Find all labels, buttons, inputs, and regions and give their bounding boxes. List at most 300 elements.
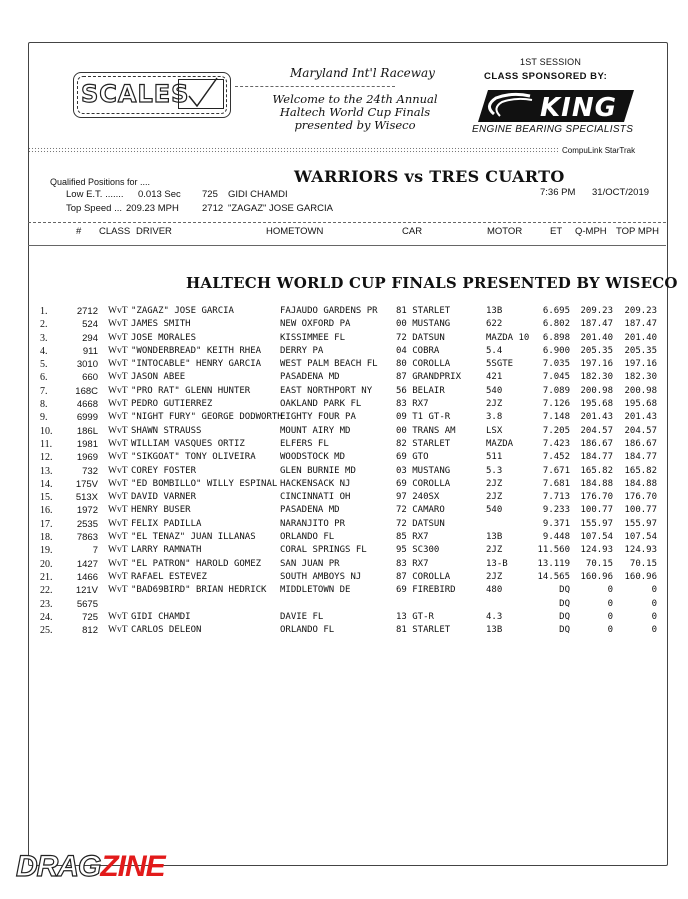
table-row xyxy=(0,599,688,612)
date: 31/OCT/2019 xyxy=(592,187,650,198)
cell-motor: 480 xyxy=(486,585,503,596)
cell-num: 1466 xyxy=(76,571,98,583)
cell-num: 812 xyxy=(82,625,98,637)
cell-num: 5675 xyxy=(76,598,98,610)
cell-num: 168C xyxy=(75,385,98,397)
cell-num: 2712 xyxy=(76,306,98,317)
cell-car: 56 BELAIR xyxy=(396,385,445,396)
cell-motor: 540 xyxy=(486,385,503,396)
col-class: CLASS xyxy=(99,226,131,237)
svg-text:KING: KING xyxy=(540,93,617,123)
cell-qmph: 160.96 xyxy=(580,571,613,582)
dragzine-watermark: DRAGZINE xyxy=(16,850,165,883)
cell-cls: WvT xyxy=(108,518,128,529)
cell-num: 7863 xyxy=(76,532,98,544)
cell-driver: PEDRO GUTIERREZ xyxy=(131,399,213,410)
table-row xyxy=(0,612,688,625)
cell-motor: 2JZ xyxy=(486,478,503,489)
col-num: # xyxy=(76,226,82,237)
cell-driver: "BAD69BIRD" BRIAN HEDRICK xyxy=(131,585,267,596)
cell-qmph: 100.77 xyxy=(580,505,613,516)
cell-driver: LARRY RAMNATH xyxy=(131,545,202,556)
cell-car: 69 FIREBIRD xyxy=(396,585,456,596)
cell-driver: JAMES SMITH xyxy=(131,319,191,330)
cell-top: 124.93 xyxy=(624,545,657,556)
top-speed-value: 209.23 MPH xyxy=(126,203,179,214)
cell-et: 7.126 xyxy=(542,399,570,410)
low-et-label: Low E.T. ....... xyxy=(66,189,124,200)
cell-driver: HENRY BUSER xyxy=(131,505,191,516)
time: 7:36 PM xyxy=(540,187,576,198)
cell-driver: "EL TENAZ" JUAN ILLANAS xyxy=(131,532,256,543)
cell-driver: COREY FOSTER xyxy=(131,465,197,476)
cell-qmph: 187.47 xyxy=(580,319,613,330)
cell-home: CINCINNATI OH xyxy=(280,492,351,503)
welcome-text: Welcome to the 24th Annual Haltech World Cup Finals presented by Wiseco xyxy=(272,92,438,132)
cell-et: 14.565 xyxy=(537,571,570,582)
cell-num: 1981 xyxy=(76,438,98,450)
cell-home: MIDDLETOWN DE xyxy=(280,585,351,596)
table-row xyxy=(0,359,688,372)
cell-car: 72 CAMARO xyxy=(396,505,445,516)
cell-home: KISSIMMEE FL xyxy=(280,332,346,343)
cell-car: 00 TRANS AM xyxy=(396,425,456,436)
table-row xyxy=(0,559,688,572)
cell-et: DQ xyxy=(559,598,570,609)
low-et-driver: GIDI CHAMDI xyxy=(228,189,288,200)
cell-qmph: 201.43 xyxy=(580,412,613,423)
top-speed-driver: "ZAGAZ" JOSE GARCIA xyxy=(228,203,333,214)
cell-et: 7.205 xyxy=(542,425,570,436)
cell-top: 201.43 xyxy=(624,412,657,423)
cell-qmph: 182.30 xyxy=(580,372,613,383)
cell-driver: RAFAEL ESTEVEZ xyxy=(131,571,207,582)
cell-num: 1969 xyxy=(76,452,98,464)
cell-driver: SHAWN STRAUSS xyxy=(131,425,202,436)
table-row xyxy=(0,452,688,465)
cell-top: 186.67 xyxy=(624,438,657,449)
cell-pos: 1. xyxy=(40,306,48,317)
cell-pos: 20. xyxy=(40,558,53,570)
cell-top: 0 xyxy=(651,585,657,596)
cell-top: 201.40 xyxy=(624,332,657,343)
cell-car: 81 STARLET xyxy=(396,306,451,316)
cell-car: 95 SC300 xyxy=(396,545,440,556)
low-et-value: 0.013 Sec xyxy=(138,189,181,200)
cell-et: 7.681 xyxy=(542,478,570,489)
cell-driver: DAVID VARNER xyxy=(131,492,197,503)
checkmark-icon xyxy=(178,79,224,109)
cell-motor: 421 xyxy=(486,372,503,383)
cell-home: EIGHTY FOUR PA xyxy=(280,412,356,423)
cell-et: DQ xyxy=(559,625,570,636)
cell-top: 200.98 xyxy=(624,385,657,396)
cell-pos: 6. xyxy=(40,372,48,384)
cell-pos: 8. xyxy=(40,399,48,411)
cell-motor: 2JZ xyxy=(486,492,503,503)
top-speed-num: 2712 xyxy=(202,203,224,214)
table-row xyxy=(0,372,688,385)
cell-home: ORLANDO FL xyxy=(280,532,335,543)
table-row xyxy=(0,479,688,492)
cell-home: EAST NORTHPORT NY xyxy=(280,385,373,396)
cell-qmph: 0 xyxy=(607,585,613,596)
cell-car: 87 COROLLA xyxy=(396,571,451,582)
cell-home: OAKLAND PARK FL xyxy=(280,399,362,410)
cell-cls: WvT xyxy=(108,425,128,436)
cell-driver: JOSE MORALES xyxy=(131,332,197,343)
results-table xyxy=(0,306,688,638)
cell-num: 4668 xyxy=(76,399,98,411)
cell-home: WEST PALM BEACH FL xyxy=(280,359,378,370)
cell-pos: 21. xyxy=(40,571,53,583)
cell-motor: 540 xyxy=(486,505,503,516)
cell-driver: "PRO RAT" GLENN HUNTER xyxy=(131,385,251,396)
cell-cls: WvT xyxy=(108,585,128,596)
cell-motor: 511 xyxy=(486,452,503,463)
cell-motor: LSX xyxy=(486,425,503,436)
cell-home: HACKENSACK NJ xyxy=(280,478,351,489)
cell-et: DQ xyxy=(559,611,570,622)
cell-car: 09 T1 GT-R xyxy=(396,412,451,423)
col-hometown: HOMETOWN xyxy=(266,226,324,237)
table-row xyxy=(0,346,688,359)
cell-num: 911 xyxy=(82,345,98,357)
sponsor-tagline: ENGINE BEARING SPECIALISTS xyxy=(472,124,634,135)
cell-top: 187.47 xyxy=(624,319,657,330)
cell-motor: 5SGTE xyxy=(486,359,514,370)
cell-pos: 7. xyxy=(40,385,48,397)
cell-qmph: 209.23 xyxy=(580,306,613,316)
cell-qmph: 200.98 xyxy=(580,385,613,396)
cell-pos: 24. xyxy=(40,611,53,623)
cell-home: PASADENA MD xyxy=(280,505,340,516)
cell-top: 0 xyxy=(651,611,657,622)
table-row xyxy=(0,572,688,585)
cell-et: 7.671 xyxy=(542,465,570,476)
cell-home: SOUTH AMBOYS NJ xyxy=(280,571,362,582)
cell-motor: 13B xyxy=(486,625,503,636)
cell-top: 107.54 xyxy=(624,532,657,543)
cell-motor: 5.3 xyxy=(486,465,503,476)
cell-et: 6.900 xyxy=(542,345,570,356)
cell-motor: MAZDA 10 xyxy=(486,332,530,343)
class-sponsored-label: CLASS SPONSORED BY: xyxy=(484,71,608,82)
qualified-label: Qualified Positions for .... xyxy=(50,177,151,187)
cell-num: 524 xyxy=(82,319,98,331)
table-row xyxy=(0,466,688,479)
event-title: HALTECH WORLD CUP FINALS PRESENTED BY WISECO xyxy=(186,274,678,292)
top-speed-label: Top Speed ... xyxy=(66,203,122,214)
table-row xyxy=(0,439,688,452)
cell-qmph: 165.82 xyxy=(580,465,613,476)
cell-cls: WvT xyxy=(108,452,128,463)
cell-top: 160.96 xyxy=(624,571,657,582)
low-et-num: 725 xyxy=(202,189,218,200)
cell-num: 725 xyxy=(82,611,98,623)
cell-top: 182.30 xyxy=(624,372,657,383)
cell-top: 0 xyxy=(651,625,657,636)
cell-driver: FELIX PADILLA xyxy=(131,518,202,529)
cell-qmph: 0 xyxy=(607,625,613,636)
cell-car: 97 240SX xyxy=(396,492,440,503)
cell-qmph: 107.54 xyxy=(580,532,613,543)
cell-qmph: 204.57 xyxy=(580,425,613,436)
cell-cls: WvT xyxy=(108,571,128,582)
king-logo xyxy=(478,88,634,124)
cell-qmph: 176.70 xyxy=(580,492,613,503)
cell-cls: WvT xyxy=(108,492,128,503)
cell-home: MOUNT AIRY MD xyxy=(280,425,351,436)
cell-top: 155.97 xyxy=(624,518,657,529)
cell-car: 87 GRANDPRIX xyxy=(396,372,462,383)
cell-pos: 23. xyxy=(40,598,53,610)
cell-num: 6999 xyxy=(76,412,98,424)
cell-cls: WvT xyxy=(108,332,128,343)
cell-home: GLEN BURNIE MD xyxy=(280,465,356,476)
cell-cls: WvT xyxy=(108,359,128,370)
table-row xyxy=(0,492,688,505)
table-row xyxy=(0,333,688,346)
table-row xyxy=(0,412,688,425)
cell-et: 13.119 xyxy=(537,558,570,569)
cell-cls: WvT xyxy=(108,306,128,316)
cell-home: SAN JUAN PR xyxy=(280,558,340,569)
cell-motor: MAZDA xyxy=(486,438,514,449)
cell-driver: "ED BOMBILLO" WILLY ESPINAL xyxy=(131,478,278,489)
cell-num: 7 xyxy=(92,545,98,557)
cell-et: 7.148 xyxy=(542,412,570,423)
cell-car: 81 STARLET xyxy=(396,625,451,636)
cell-et: 7.423 xyxy=(542,438,570,449)
cell-motor: 2JZ xyxy=(486,545,503,556)
cell-pos: 4. xyxy=(40,345,48,357)
cell-et: DQ xyxy=(559,585,570,596)
cell-car: 80 COROLLA xyxy=(396,359,451,370)
cell-cls: WvT xyxy=(108,532,128,543)
cell-et: 6.695 xyxy=(542,306,570,316)
table-row xyxy=(0,306,688,319)
cell-pos: 25. xyxy=(40,625,53,637)
cell-car: 00 MUSTANG xyxy=(396,319,451,330)
cell-car: 83 RX7 xyxy=(396,558,429,569)
cell-pos: 9. xyxy=(40,412,48,424)
cell-et: 7.452 xyxy=(542,452,570,463)
cell-num: 294 xyxy=(82,332,98,344)
cell-et: 6.898 xyxy=(542,332,570,343)
cell-cls: WvT xyxy=(108,465,128,476)
cell-num: 121V xyxy=(75,585,98,597)
cell-home: FAJAUDO GARDENS PR xyxy=(280,306,378,316)
cell-pos: 3. xyxy=(40,332,48,344)
cell-car: 72 DATSUN xyxy=(396,518,445,529)
cell-cls: WvT xyxy=(108,345,128,356)
cell-qmph: 186.67 xyxy=(580,438,613,449)
table-row xyxy=(0,319,688,332)
cell-top: 205.35 xyxy=(624,345,657,356)
cell-top: 0 xyxy=(651,598,657,609)
cell-home: DERRY PA xyxy=(280,345,324,356)
cell-motor: 13B xyxy=(486,532,503,543)
col-topmph: TOP MPH xyxy=(616,226,659,237)
cell-driver: "INTOCABLE" HENRY GARCIA xyxy=(131,359,262,370)
cell-cls: WvT xyxy=(108,625,128,636)
cell-motor: 5.4 xyxy=(486,345,503,356)
matchup-title: WARRIORS vs TRES CUARTO xyxy=(294,167,565,186)
table-row xyxy=(0,386,688,399)
cell-car: 69 GTO xyxy=(396,452,429,463)
cell-top: 165.82 xyxy=(624,465,657,476)
cell-cls: WvT xyxy=(108,399,128,410)
cell-pos: 10. xyxy=(40,425,53,437)
cell-top: 184.88 xyxy=(624,478,657,489)
cell-cls: WvT xyxy=(108,478,128,489)
cell-et: 7.035 xyxy=(542,359,570,370)
cell-home: DAVIE FL xyxy=(280,611,324,622)
cell-num: 1427 xyxy=(76,558,98,570)
cell-pos: 19. xyxy=(40,545,53,557)
cell-driver: "WONDERBREAD" KEITH RHEA xyxy=(131,345,262,356)
cell-num: 1972 xyxy=(76,505,98,517)
col-motor: MOTOR xyxy=(487,226,523,237)
cell-driver: GIDI CHAMDI xyxy=(131,611,191,622)
cell-cls: WvT xyxy=(108,545,128,556)
cell-top: 209.23 xyxy=(624,306,657,316)
table-row xyxy=(0,545,688,558)
cell-motor: 2JZ xyxy=(486,571,503,582)
table-row xyxy=(0,585,688,598)
cell-num: 513X xyxy=(75,492,98,504)
cell-car: 04 COBRA xyxy=(396,345,440,356)
cell-qmph: 184.77 xyxy=(580,452,613,463)
cell-cls: WvT xyxy=(108,385,128,396)
cell-motor: 2JZ xyxy=(486,399,503,410)
cell-et: 7.089 xyxy=(542,385,570,396)
cell-pos: 16. xyxy=(40,505,53,517)
cell-qmph: 0 xyxy=(607,598,613,609)
cell-top: 197.16 xyxy=(624,359,657,370)
cell-pos: 22. xyxy=(40,585,53,597)
cell-qmph: 201.40 xyxy=(580,332,613,343)
cell-home: ELFERS FL xyxy=(280,438,329,449)
cell-et: 7.045 xyxy=(542,372,570,383)
cell-car: 72 DATSUN xyxy=(396,332,445,343)
cell-top: 195.68 xyxy=(624,399,657,410)
cell-num: 2535 xyxy=(76,518,98,530)
cell-num: 175V xyxy=(75,478,98,490)
cell-pos: 15. xyxy=(40,492,53,504)
table-row xyxy=(0,532,688,545)
cell-cls: WvT xyxy=(108,611,128,622)
cell-driver: "EL PATRON" HAROLD GOMEZ xyxy=(131,558,262,569)
cell-car: 85 RX7 xyxy=(396,532,429,543)
cell-pos: 5. xyxy=(40,359,48,371)
session-label: 1ST SESSION xyxy=(520,57,582,67)
cell-qmph: 197.16 xyxy=(580,359,613,370)
cell-qmph: 0 xyxy=(607,611,613,622)
cell-top: 70.15 xyxy=(629,558,657,569)
cell-et: 6.802 xyxy=(542,319,570,330)
cell-home: ORLANDO FL xyxy=(280,625,335,636)
table-row xyxy=(0,399,688,412)
table-row xyxy=(0,426,688,439)
track-name: Maryland Int'l Raceway xyxy=(290,66,435,80)
cell-cls: WvT xyxy=(108,438,128,449)
cell-motor: 13-B xyxy=(486,558,508,569)
cell-home: CORAL SPRINGS FL xyxy=(280,545,367,556)
cell-home: NARANJITO PR xyxy=(280,518,346,529)
cell-car: 69 COROLLA xyxy=(396,478,451,489)
cell-pos: 17. xyxy=(40,518,53,530)
cell-home: PASADENA MD xyxy=(280,372,340,383)
cell-driver: "ZAGAZ" JOSE GARCIA xyxy=(131,306,234,316)
cell-pos: 12. xyxy=(40,452,53,464)
cell-car: 83 RX7 xyxy=(396,399,429,410)
cell-motor: 622 xyxy=(486,319,503,330)
cell-num: 732 xyxy=(82,465,98,477)
cell-qmph: 70.15 xyxy=(585,558,613,569)
cell-motor: 3.8 xyxy=(486,412,503,423)
cell-top: 100.77 xyxy=(624,505,657,516)
cell-car: 82 STARLET xyxy=(396,438,451,449)
cell-pos: 13. xyxy=(40,465,53,477)
cell-et: 9.233 xyxy=(542,505,570,516)
cell-num: 660 xyxy=(82,372,98,384)
cell-driver: "NIGHT FURY" GEORGE DODWORTH xyxy=(131,412,283,423)
cell-driver: CARLOS DELEON xyxy=(131,625,202,636)
cell-cls: WvT xyxy=(108,319,128,330)
cell-et: 9.371 xyxy=(542,518,570,529)
cell-top: 184.77 xyxy=(624,452,657,463)
col-qmph: Q-MPH xyxy=(575,226,607,237)
cell-qmph: 155.97 xyxy=(580,518,613,529)
cell-num: 186L xyxy=(76,425,98,437)
cell-top: 176.70 xyxy=(624,492,657,503)
cell-pos: 14. xyxy=(40,478,53,490)
cell-cls: WvT xyxy=(108,372,128,383)
scales-text: SCALES xyxy=(81,80,190,108)
cell-driver: JASON ABEE xyxy=(131,372,186,383)
cell-motor: 4.3 xyxy=(486,611,503,622)
table-row xyxy=(0,505,688,518)
timing-system: CompuLink StarTrak xyxy=(562,146,636,155)
cell-car: 03 MUSTANG xyxy=(396,465,451,476)
col-driver: DRIVER xyxy=(136,226,172,237)
cell-driver: WILLIAM VASQUES ORTIZ xyxy=(131,438,245,449)
cell-cls: WvT xyxy=(108,505,128,516)
cell-car: 13 GT-R xyxy=(396,611,434,622)
cell-qmph: 205.35 xyxy=(580,345,613,356)
table-row xyxy=(0,625,688,638)
cell-top: 204.57 xyxy=(624,425,657,436)
divider-dotted xyxy=(28,147,558,154)
table-row xyxy=(0,519,688,532)
col-et: ET xyxy=(550,226,563,237)
cell-home: WOODSTOCK MD xyxy=(280,452,346,463)
scales-stamp xyxy=(73,72,231,118)
cell-pos: 2. xyxy=(40,319,48,331)
cell-pos: 11. xyxy=(40,438,53,450)
cell-home: NEW OXFORD PA xyxy=(280,319,351,330)
col-car: CAR xyxy=(402,226,423,237)
cell-qmph: 195.68 xyxy=(580,399,613,410)
cell-pos: 18. xyxy=(40,532,53,544)
cell-cls: WvT xyxy=(108,558,128,569)
cell-et: 7.713 xyxy=(542,492,570,503)
cell-qmph: 184.88 xyxy=(580,478,613,489)
cell-qmph: 124.93 xyxy=(580,545,613,556)
cell-et: 9.448 xyxy=(542,532,570,543)
